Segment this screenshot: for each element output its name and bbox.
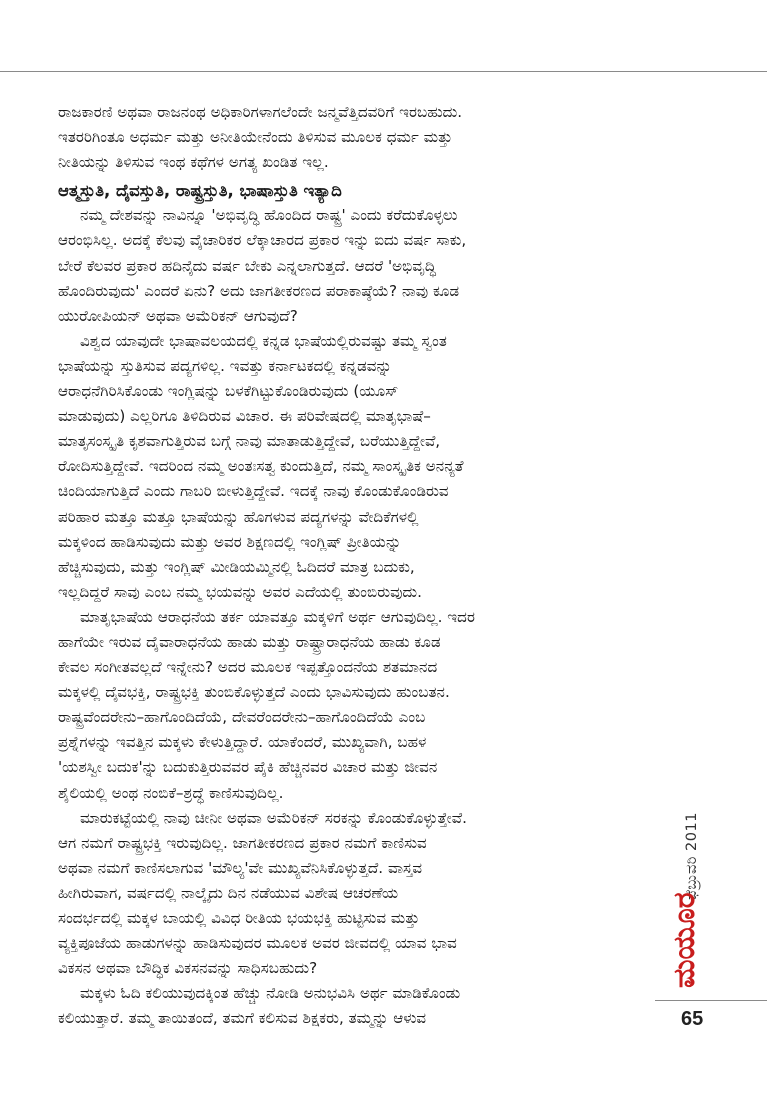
text-line: ಆರಾಧನೆಗಿರಿಸಿಕೊಂಡು ಇಂಗ್ಲಿಷನ್ನು ಬಳಕೆಗಿಟ್ಟುಕೊಂಡಿರುವುದು (ಯೂಸ್ [58,382,399,401]
paragraph-5 [58,981,628,1031]
text-line: ಮಾತೃಭಾಷೆಯ ಆರಾಧನೆಯ ತರ್ಕ ಯಾವತ್ತೂ ಮಕ್ಕಳಿಗೆ ಅರ್ಥ ಆಗುವುದಿಲ್ಲ. ಇದರ [80,607,476,626]
paragraph-2 [58,329,628,605]
text-line: ಭಾಷೆಯನ್ನು ಸ್ತುತಿಸುವ ಪದ್ಯಗಳಿಲ್ಲ. ಇವತ್ತು ಕರ್ನಾಟಕದಲ್ಲಿ ಕನ್ನಡವನ್ನು [58,356,392,375]
paragraph-3 [58,605,628,806]
page-number: 65 [681,1008,704,1030]
text-line: ಮಾತೃಸಂಸ್ಕೃತಿ ಕೃಶವಾಗುತ್ತಿರುವ ಬಗ್ಗೆ ನಾವು ಮಾತಾಡುತ್ತಿದ್ದೇವೆ, ಬರೆಯುತ್ತಿದ್ದೇವೆ, [58,432,441,451]
text-line: ಅಥವಾ ನಮಗೆ ಕಾಣಿಸಲಾಗುವ 'ಮೌಲ್ಯ'ವೇ ಮುಖ್ಯವೆನಿಸಿಕೊಳ್ಳುತ್ತದೆ. ವಾಸ್ತವ [58,858,423,877]
text-line: ರೋದಿಸುತ್ತಿದ್ದೇವೆ. ಇದರಿಂದ ನಮ್ಮ ಅಂತಃಸತ್ವ ಕುಂದುತ್ತಿದೆ, ನಮ್ಮ ಸಾಂಸ್ಕೃತಿಕ ಅನನ್ಯತೆ [58,457,464,476]
text-line: 'ಯಶಸ್ವೀ ಬದುಕ'ನ್ನು ಬದುಕುತ್ತಿರುವವರ ಪೈಕಿ ಹೆಚ್ಚಿನವರ ವಿಚಾರ ಮತ್ತು ಜೀವನ [58,758,438,777]
text-line: ಕೇವಲ ಸಂಗೀತವಲ್ಲದೆ ಇನ್ನೇನು? ಅದರ ಮೂಲಕ ಇಪ್ಪತ್ತೊಂದನೆಯ ಶತಮಾನದ [58,658,438,677]
paragraph-1 [58,203,628,328]
text-line: ಮಕ್ಕಳು ಓದಿ ಕಲಿಯುವುದಕ್ಕಿಂತ ಹೆಚ್ಚು ನೋಡಿ ಅನುಭವಿಸಿ ಅರ್ಥ ಮಾಡಿಕೊಂಡು [80,984,461,1003]
text-line: ನೀತಿಯನ್ನು ತಿಳಿಸುವ ಇಂಥ ಕಥೆಗಳ ಅಗತ್ಯ ಖಂಡಿತ ಇಲ್ಲ. [58,153,329,172]
text-line: ಹಾಗೆಯೇ ಇರುವ ದೈವಾರಾಧನೆಯ ಹಾಡು ಮತ್ತು ರಾಷ್ಟ್ರಾರಾಧನೆಯ ಹಾಡು ಕೂಡ [58,632,441,651]
text-line: ಮಕ್ಕಳಿಂದ ಹಾಡಿಸುವುದು ಮತ್ತು ಅವರ ಶಿಕ್ಷಣದಲ್ಲಿ ಇಂಗ್ಲಿಷ್ ಪ್ರೀತಿಯನ್ನು [58,532,402,551]
text-line: ಇತರರಿಗಿಂತೂ ಅಧರ್ಮ ಮತ್ತು ಅನೀತಿಯೇನೆಂದು ತಿಳಿಸುವ ಮೂಲಕ ಧರ್ಮ ಮತ್ತು [58,128,453,147]
text-line: ಮಾಡುವುದು) ಎಲ್ಲರಿಗೂ ತಿಳಿದಿರುವ ವಿಚಾರ. ಈ ಪರಿವೇಷದಲ್ಲಿ ಮಾತೃಭಾಷೆ– [58,407,431,426]
text-line: ವಿಶ್ವದ ಯಾವುದೇ ಭಾಷಾವಲಯದಲ್ಲಿ ಕನ್ನಡ ಭಾಷೆಯಲ್ಲಿರುವಷ್ಟು ತಮ್ಮ ಸ್ವಂತ [80,331,447,350]
text-line: ಆಗ ನಮಗೆ ರಾಷ್ಟ್ರಭಕ್ತಿ ಇರುವುದಿಲ್ಲ. ಜಾಗತೀಕರಣದ ಪ್ರಕಾರ ನಮಗೆ ಕಾಣಿಸುವ [58,833,427,852]
text-line: ಸಂದರ್ಭದಲ್ಲಿ ಮಕ್ಕಳ ಬಾಯಲ್ಲಿ ವಿವಿಧ ರೀತಿಯ ಭಯಭಕ್ತಿ ಹುಟ್ಟಿಸುವ ಮತ್ತು [58,909,420,927]
text-line: ರಾಜಕಾರಣಿ ಅಥವಾ ರಾಜನಂಥ ಅಧಿಕಾರಿಗಳಾಗಲೆಂದೇ ಜನ್ಮವೆತ್ತಿದವರಿಗೆ ಇರಬಹುದು. [58,103,463,121]
text-line: ಯುರೋಪಿಯನ್ ಅಥವಾ ಅಮೆರಿಕನ್ ಆಗುವುದೆ? [58,306,298,325]
text-line: ವ್ಯಕ್ತಿಪೂಜೆಯ ಹಾಡುಗಳನ್ನು ಹಾಡಿಸುವುದರ ಮೂಲಕ ಅವರ ಜೀವದಲ್ಲಿ ಯಾವ ಭಾವ [58,934,457,953]
text-line: ಮಕ್ಕಳಲ್ಲಿ ದೈವಭಕ್ತಿ, ರಾಷ್ಟ್ರಭಕ್ತಿ ತುಂಬಿಕೊಳ್ಳುತ್ತದೆ ಎಂದು ಭಾವಿಸುವುದು ಹುಂಬತನ. [58,683,450,702]
section-heading: ಆತ್ಮಸ್ತುತಿ, ದೈವಸ್ತುತಿ, ರಾಷ್ಟ್ರಸ್ತುತಿ, ಭಾಷಾಸ್ತುತಿ ಇತ್ಯಾದಿ [58,181,342,201]
magazine-name: ಮಯೂರ [667,892,702,988]
text-line: ಹೆಚ್ಚಿಸುವುದು, ಮತ್ತು ಇಂಗ್ಲಿಷ್ ಮೀಡಿಯಮ್ಮಿನಲ್ಲಿ ಓದಿದರೆ ಮಾತ್ರ ಬದುಕು, [58,557,415,576]
text-line: ಮಾರುಕಟ್ಟೆಯಲ್ಲಿ ನಾವು ಚೀನೀ ಅಥವಾ ಅಮೆರಿಕನ್ ಸರಕನ್ನು ಕೊಂಡುಕೊಳ್ಳುತ್ತೇವೆ. [80,808,467,827]
text-line: ವಿಕಸನ ಅಥವಾ ಬೌದ್ಧಿಕ ವಿಕಸನವನ್ನು ಸಾಧಿಸಬಹುದು? [58,959,318,978]
text-line: ಇಲ್ಲದಿದ್ದರೆ ಸಾವು ಎಂಬ ನಮ್ಮ ಭಯವನ್ನು ಅವರ ಎದೆಯಲ್ಲಿ ತುಂಬಿರುವುದು. [58,582,422,601]
text-line: ಪ್ರಶ್ನೆಗಳನ್ನು ಇವತ್ತಿನ ಮಕ್ಕಳು ಕೇಳುತ್ತಿದ್ದಾರೆ. ಯಾಕೆಂದರೆ, ಮುಖ್ಯವಾಗಿ, ಬಹಳ [58,733,427,752]
text-line: ಹೀಗಿರುವಾಗ, ವರ್ಷದಲ್ಲಿ ನಾಲ್ಕೈದು ದಿನ ನಡೆಯುವ ವಿಶೇಷ ಆಚರಣೆಯ [58,883,399,902]
text-line: ಶೈಲಿಯಲ್ಲಿ ಅಂಥ ನಂಬಿಕೆ–ಶ್ರದ್ಧೆ ಕಾಣಿಸುವುದಿಲ್ಲ. [58,783,284,802]
text-line: ರಾಷ್ಟ್ರವೆಂದರೇನು–ಹಾಗೊಂದಿದೆಯೆ, ದೇವರೆಂದರೇನು–ಹಾಗೊಂದಿದೆಯೆ ಎಂಬ [58,708,426,727]
text-line: ಪರಿಹಾರ ಮತ್ತೂ ಮತ್ತೂ ಭಾಷೆಯನ್ನು ಹೊಗಳುವ ಪದ್ಯಗಳನ್ನು ವೇದಿಕೆಗಳಲ್ಲಿ [58,507,419,526]
text-line: ಕಲಿಯುತ್ತಾರೆ. ತಮ್ಮ ತಾಯಿತಂದೆ, ತಮಗೆ ಕಲಿಸುವ ಶಿಕ್ಷಕರು, ತಮ್ಮನ್ನು ಆಳುವ [58,1009,427,1028]
text-line: ನಮ್ಮ ದೇಶವನ್ನು ನಾವಿನ್ನೂ 'ಅಭಿವೃದ್ಧಿ ಹೊಂದಿದ ರಾಷ್ಟ್ರ' ಎಂದು ಕರೆದುಕೊಳ್ಳಲು [80,206,458,225]
footer-rule [655,1000,767,1001]
paragraph-4 [58,806,628,982]
text-line: ಹೊಂದಿರುವುದು' ಎಂದರೆ ಏನು? ಅದು ಜಾಗತೀಕರಣದ ಪರಾಕಾಷ್ಠೆಯೆ? ನಾವು ಕೂಡ [58,281,460,300]
header-rule [0,71,767,72]
text-line: ಬೇರೆ ಕೆಲವರ ಪ್ರಕಾರ ಹದಿನೈದು ವರ್ಷ ಬೇಕು ಎನ್ನಲಾಗುತ್ತದೆ. ಆದರೆ 'ಅಭಿವೃದ್ಧಿ [58,256,436,275]
issue-date: ಫೆಬ್ರುವರಿ 2011 [684,812,700,900]
article-body [58,100,628,1031]
text-line: ಆರಂಭಿಸಿಲ್ಲ. ಅದಕ್ಕೆ ಕೆಲವು ವೈಚಾರಿಕರ ಲೆಕ್ಕಾಚಾರದ ಪ್ರಕಾರ ಇನ್ನು ಐದು ವರ್ಷ ಸಾಕು, [58,231,467,250]
text-line: ಚಿಂದಿಯಾಗುತ್ತಿದೆ ಎಂದು ಗಾಬರಿ ಬೀಳುತ್ತಿದ್ದೇವೆ. ಇದಕ್ಕೆ ನಾವು ಕೊಂಡುಕೊಂಡಿರುವ [58,482,449,501]
intro-paragraph [58,100,628,175]
